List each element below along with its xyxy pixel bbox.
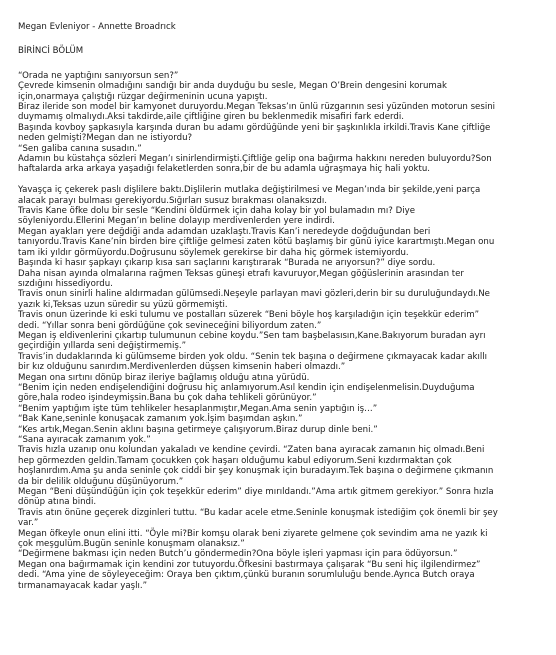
text-line: “Bak Kane,seninle konuşacak zamanım yok.İşim başımdan aşkın.” [18,414,303,425]
text-line: Travis hızla uzanıp onu kolundan yakaladı ve kendine çevirdi. “Zaten bana ayıracak zamanın hiç olmadı.Beni [18,445,485,456]
text-line: sızdığını hissediyordu. [18,278,113,289]
text-line: göre,hala rodeo işindeymişsin.Bana bu çok daha tehlikeli görünüyor.” [18,393,317,404]
paragraph-block-1 [18,71,543,175]
text-line: çok meşgulüm.Bugün seninle konuşmam olanaksız.” [18,539,245,550]
text-line: Travis’in dudaklarında ki gülümseme birden yok oldu. “Senin tek başına o değirmene çıkmayacak kadar akıllı [18,351,488,362]
text-line: var.” [18,518,39,529]
text-line: duymamış olmalıydı.Aksi takdirde,aile çiftliğine giren bu beklenmedik misafiri fark ederdi. [18,112,404,123]
text-line: “Sen galiba canına susadın.” [18,143,142,154]
text-line: Megan ayakları yere değdiği anda adamdan uzaklaştı.Travis Kan’i neredeyde doğduğundan beri [18,226,431,237]
text-line: için,onarmaya çalıştığı rüzgar değirmeninin ucuna yapıştı. [18,91,268,102]
text-line: Daha nisan ayında olmalarına rağmen Teksas güneşi etrafı kavuruyor,Megan göğüslerinin arasından ter [18,268,464,279]
text-line: hoşlanırdım.Ama şu anda seninle çok ciddi bir şey konuşmak için buradayım.Tek başına o değirmene çıkmanın [18,466,494,477]
text-line: tam iki yıldır görmüyordu.Doğrusunu söylemek gerekirse bir daha hiç görmek istemiyordu. [18,247,409,258]
text-line: haftalarda arka arkaya yaşadığı felaketlerden sonra,bir de bu adamla uğraşmaya hiç hali yoktu. [18,164,431,175]
text-line: da bir delilik olduğunu düşünüyorum.” [18,476,184,487]
text-line: dönüp atına bindi. [18,497,97,508]
text-line: “Sana ayıracak zamanım yok.” [18,435,151,446]
text-line: bir kız olduğunu sanırdım.Merdivenlerden düşsen kimsenin haberi olmazdı.” [18,362,346,373]
text-line: Başında ki hasır şapkayı çıkarıp kısa sarı saçlarını karıştırarak “Burada ne arıyorsun?” diye sordu. [18,258,436,269]
text-line: Başında kovboy şapkasıyla karşında duran bu adamı gördüğünde yeni bir şaşkınlıkla irkildi.Travis Kane çiftliğe [18,122,491,133]
text-line: tanıyordu.Travis Kane’nin birden bire çiftliğe gelmesi zaten kötü başlamış bir günü iyice karartmıştı.Megan onu [18,237,495,248]
text-line: Çevrede kimsenin olmadığını sandığı bir anda duyduğu bu sesle, Megan O’Brein dengesini korumak [18,81,448,92]
text-line: Biraz ileride son model bir kamyonet duruyordu.Megan Teksas’ın ünlü rüzgarının sesi yüzünden motorun sesini [18,102,496,113]
text-line: hep görmezden geldin.Tamam çocukken çok haşarı olduğumu kabul ediyorum.Seni kızdırmaktan çok [18,455,452,466]
text-line: Travis onun sinirli haline aldırmadan gülümsedi.Neşeyle parlayan mavi gözleri,derin bir su duruluğundaydı.Ne [18,289,490,300]
paragraph-block-2 [18,185,543,591]
text-line: Megan öfkeyle onun elini itti. “Öyle mi?Bir komşu olarak beni ziyarete gelmene çok sevindim ama ne yazık ki [18,528,488,539]
text-line: neden gelmişti?Megan dan ne istiyordu? [18,133,193,144]
text-line: dedi. “Yıllar sonra beni gördüğüne çok sevineceğini biliyordum zaten.” [18,320,322,331]
text-line: “Orada ne yaptığını sanıyorsun sen?” [18,70,179,81]
document-page [18,22,543,591]
chapter-heading: BİRİNCİ BÖLÜM [18,46,84,57]
text-line: yazık ki,Teksas uzun süredir su yüzü görmemişti. [18,299,228,310]
text-line: Megan ona bağırmamak için kendini zor tutuyordu.Öfkesini bastırmaya çalışarak “Bu seni hiç ilgilendirmez” [18,559,481,570]
text-line: dedi. “Ama yine de söyleyeceğim: Oraya ben çıktım,çünkü buranın sorumluluğu bende.Ayrıca Butch oraya [18,570,475,581]
text-line: “Benim için neden endişelendiğini doğrusu hiç anlamıyorum.Asıl kendin için endişelenmelisin.Duyduğuma [18,382,475,393]
text-line: Megan “Beni düşündüğün için çok teşekkür ederim” diye mırıldandı.”Ama artık gitmem gerekiyor.” Sonra hızla [18,487,494,498]
text-line: “Benim yaptığım işte tüm tehlikeler hesaplanmıştır,Megan.Ama senin yaptığın iş…” [18,403,378,414]
book-title-header: Megan Evleniyor - Annette Broadrıck [18,22,176,32]
text-line: geçirdiğin yıllarda seni değiştirmemiş.” [18,341,187,352]
text-line: “Kes artık,Megan.Senin aklını başına getirmeye çalışıyorum.Biraz durup dinle beni.” [18,424,378,435]
paragraph-gap [18,175,543,185]
text-line: Travis onun üzerinde ki eski tulumu ve postalları süzerek “Beni böyle hoş karşıladığın için teşekkür ederim” [18,310,480,321]
text-line: tırmanamayacak kadar yaşlı.” [18,580,148,591]
text-line: Travis Kane öfke dolu bir sesle “Kendini öldürmek için daha kolay bir yol bulamadın mı? Diye [18,206,415,217]
text-line: Travis atın önüne geçerek dizginleri tuttu. “Bu kadar acele etme.Seninle konuşmak istediğim çok önemli bir şey [18,507,498,518]
text-line: Megan iş eldivenlerini çıkartıp tulumunun cebine koydu.”Sen tam başbelasısın,Kane.Bakıyorum buradan ayrı [18,330,486,341]
text-line: alacak parayı bulması gerekiyordu.Sığırları susuz bırakması olanaksızdı. [18,195,327,206]
text-line: Adamın bu küstahça sözleri Megan’ı sinirlendirmişti.Çiftliğe gelip ona bağırma hakkını nereden buluyordu?Son [18,154,492,165]
text-line: söyleniyordu.Ellerini Megan’ın beline dolayıp merdivenlerden yere indirdi. [18,216,335,227]
text-line: Yavaşça iç çekerek paslı dişlilere baktı.Dişlilerin mutlaka değiştirilmesi ve Megan’ında bir şekilde,yeni parça [18,185,481,196]
text-line: “Değirmene bakması için neden Butch’u göndermedin?Ona böyle işleri yapması için para ödüyorsun.” [18,549,458,560]
text-line: Megan ona sırtını dönüp biraz ileriye bağlamış olduğu atına yürüdü. [18,372,310,383]
